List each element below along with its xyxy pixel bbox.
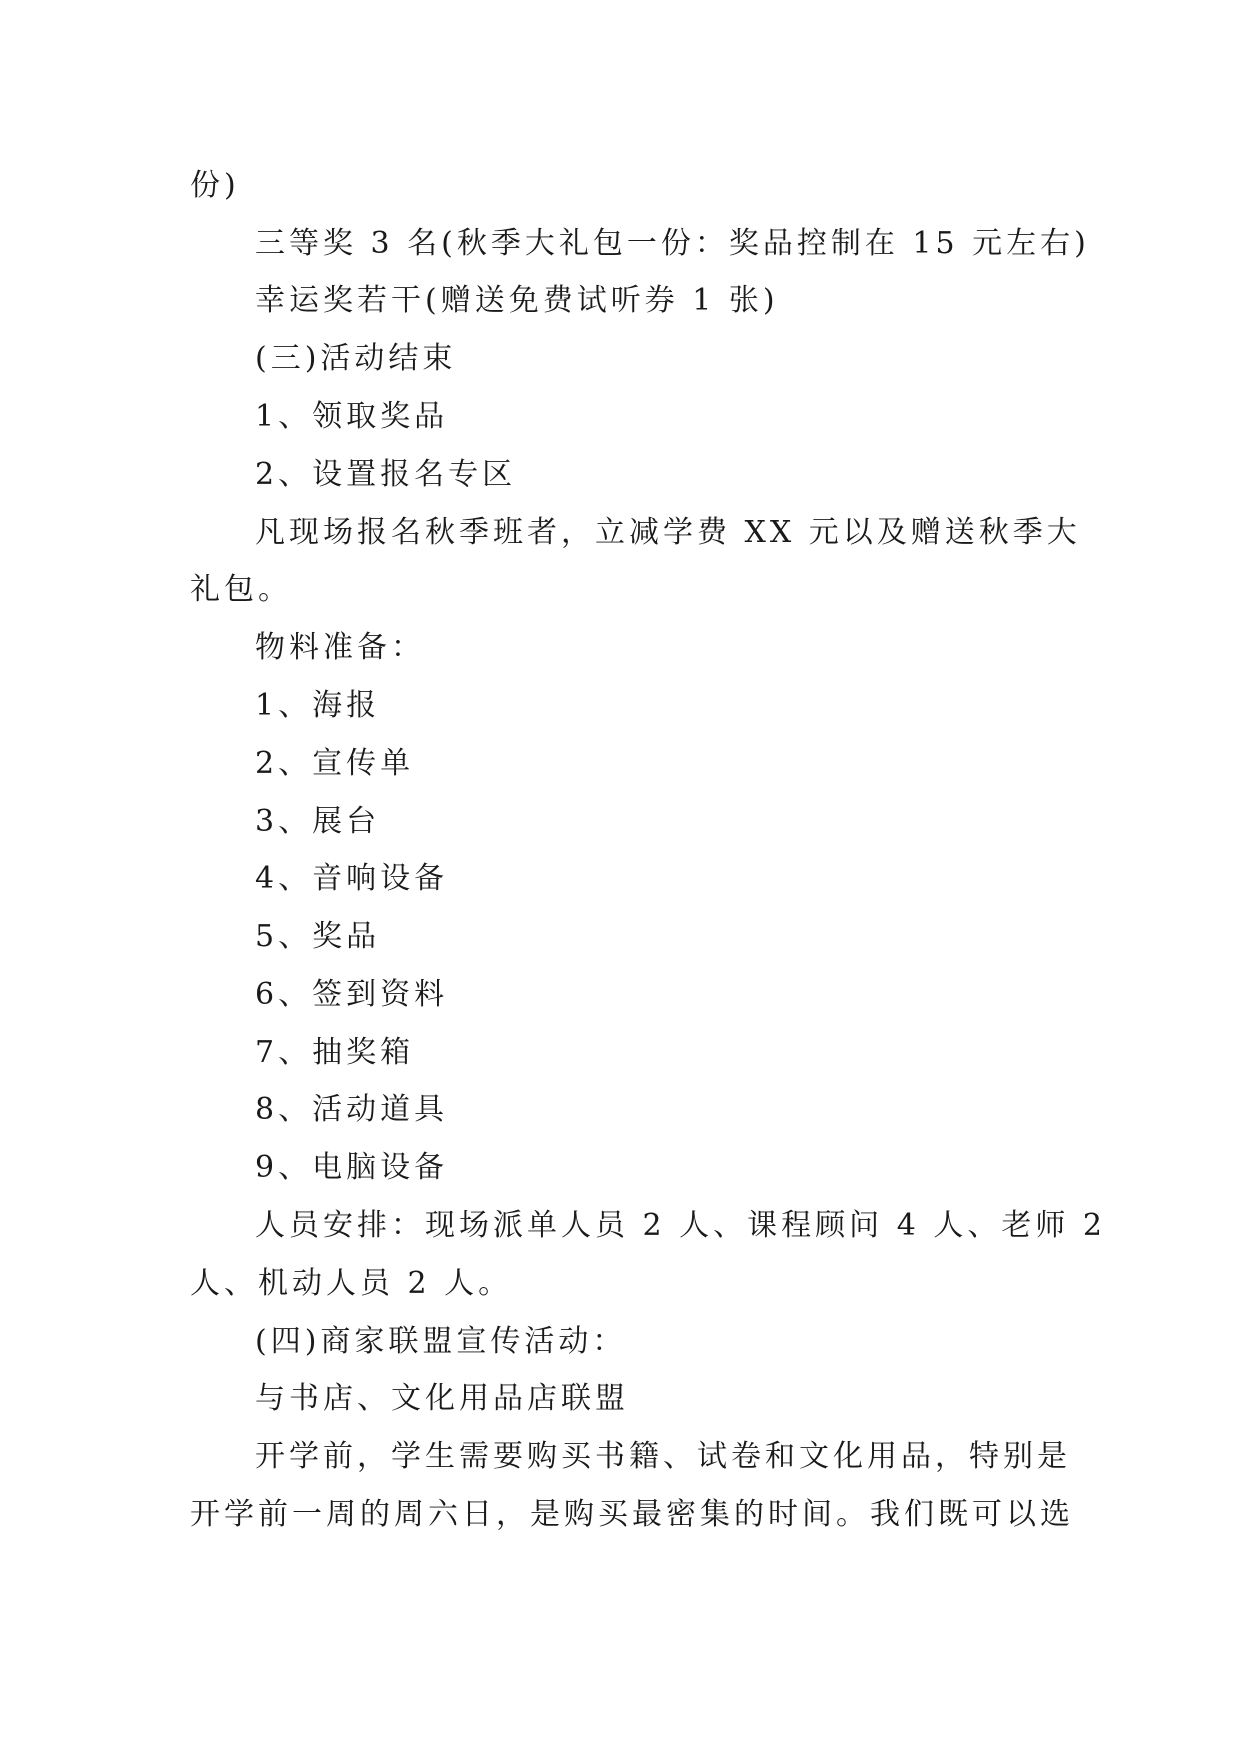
text-line: 凡现场报名秋季班者，立减学费 XX 元以及赠送秋季大 (255, 515, 1081, 550)
list-item: 7、抽奖箱 (255, 1035, 415, 1070)
section-heading: (四)商家联盟宣传活动： (255, 1324, 627, 1359)
text-line: 物料准备： (255, 630, 425, 665)
text-line: 份) (190, 168, 240, 203)
list-item: 2、设置报名专区 (255, 457, 517, 492)
text-line: 人、机动人员 2 人。 (190, 1266, 513, 1301)
list-item: 5、奖品 (255, 919, 381, 954)
list-item: 9、电脑设备 (255, 1150, 449, 1185)
section-heading: (三)活动结束 (255, 341, 457, 376)
list-item: 3、展台 (255, 804, 381, 839)
list-item: 8、活动道具 (255, 1092, 449, 1127)
list-item: 6、签到资料 (255, 977, 449, 1012)
text-line: 开学前，学生需要购买书籍、试卷和文化用品，特别是 (255, 1439, 1071, 1474)
list-item: 4、音响设备 (255, 861, 449, 896)
text-line: 礼包。 (190, 572, 292, 607)
text-line: 幸运奖若干(赠送免费试听券 1 张) (255, 283, 779, 318)
text-line: 三等奖 3 名(秋季大礼包一份：奖品控制在 15 元左右) (255, 226, 1090, 261)
list-item: 2、宣传单 (255, 746, 415, 781)
text-line: 与书店、文化用品店联盟 (255, 1381, 629, 1416)
list-item: 1、海报 (255, 688, 381, 723)
text-line: 人员安排：现场派单人员 2 人、课程顾问 4 人、老师 2 (255, 1208, 1106, 1243)
text-line: 开学前一周的周六日，是购买最密集的时间。我们既可以选 (190, 1497, 1074, 1532)
list-item: 1、领取奖品 (255, 399, 449, 434)
